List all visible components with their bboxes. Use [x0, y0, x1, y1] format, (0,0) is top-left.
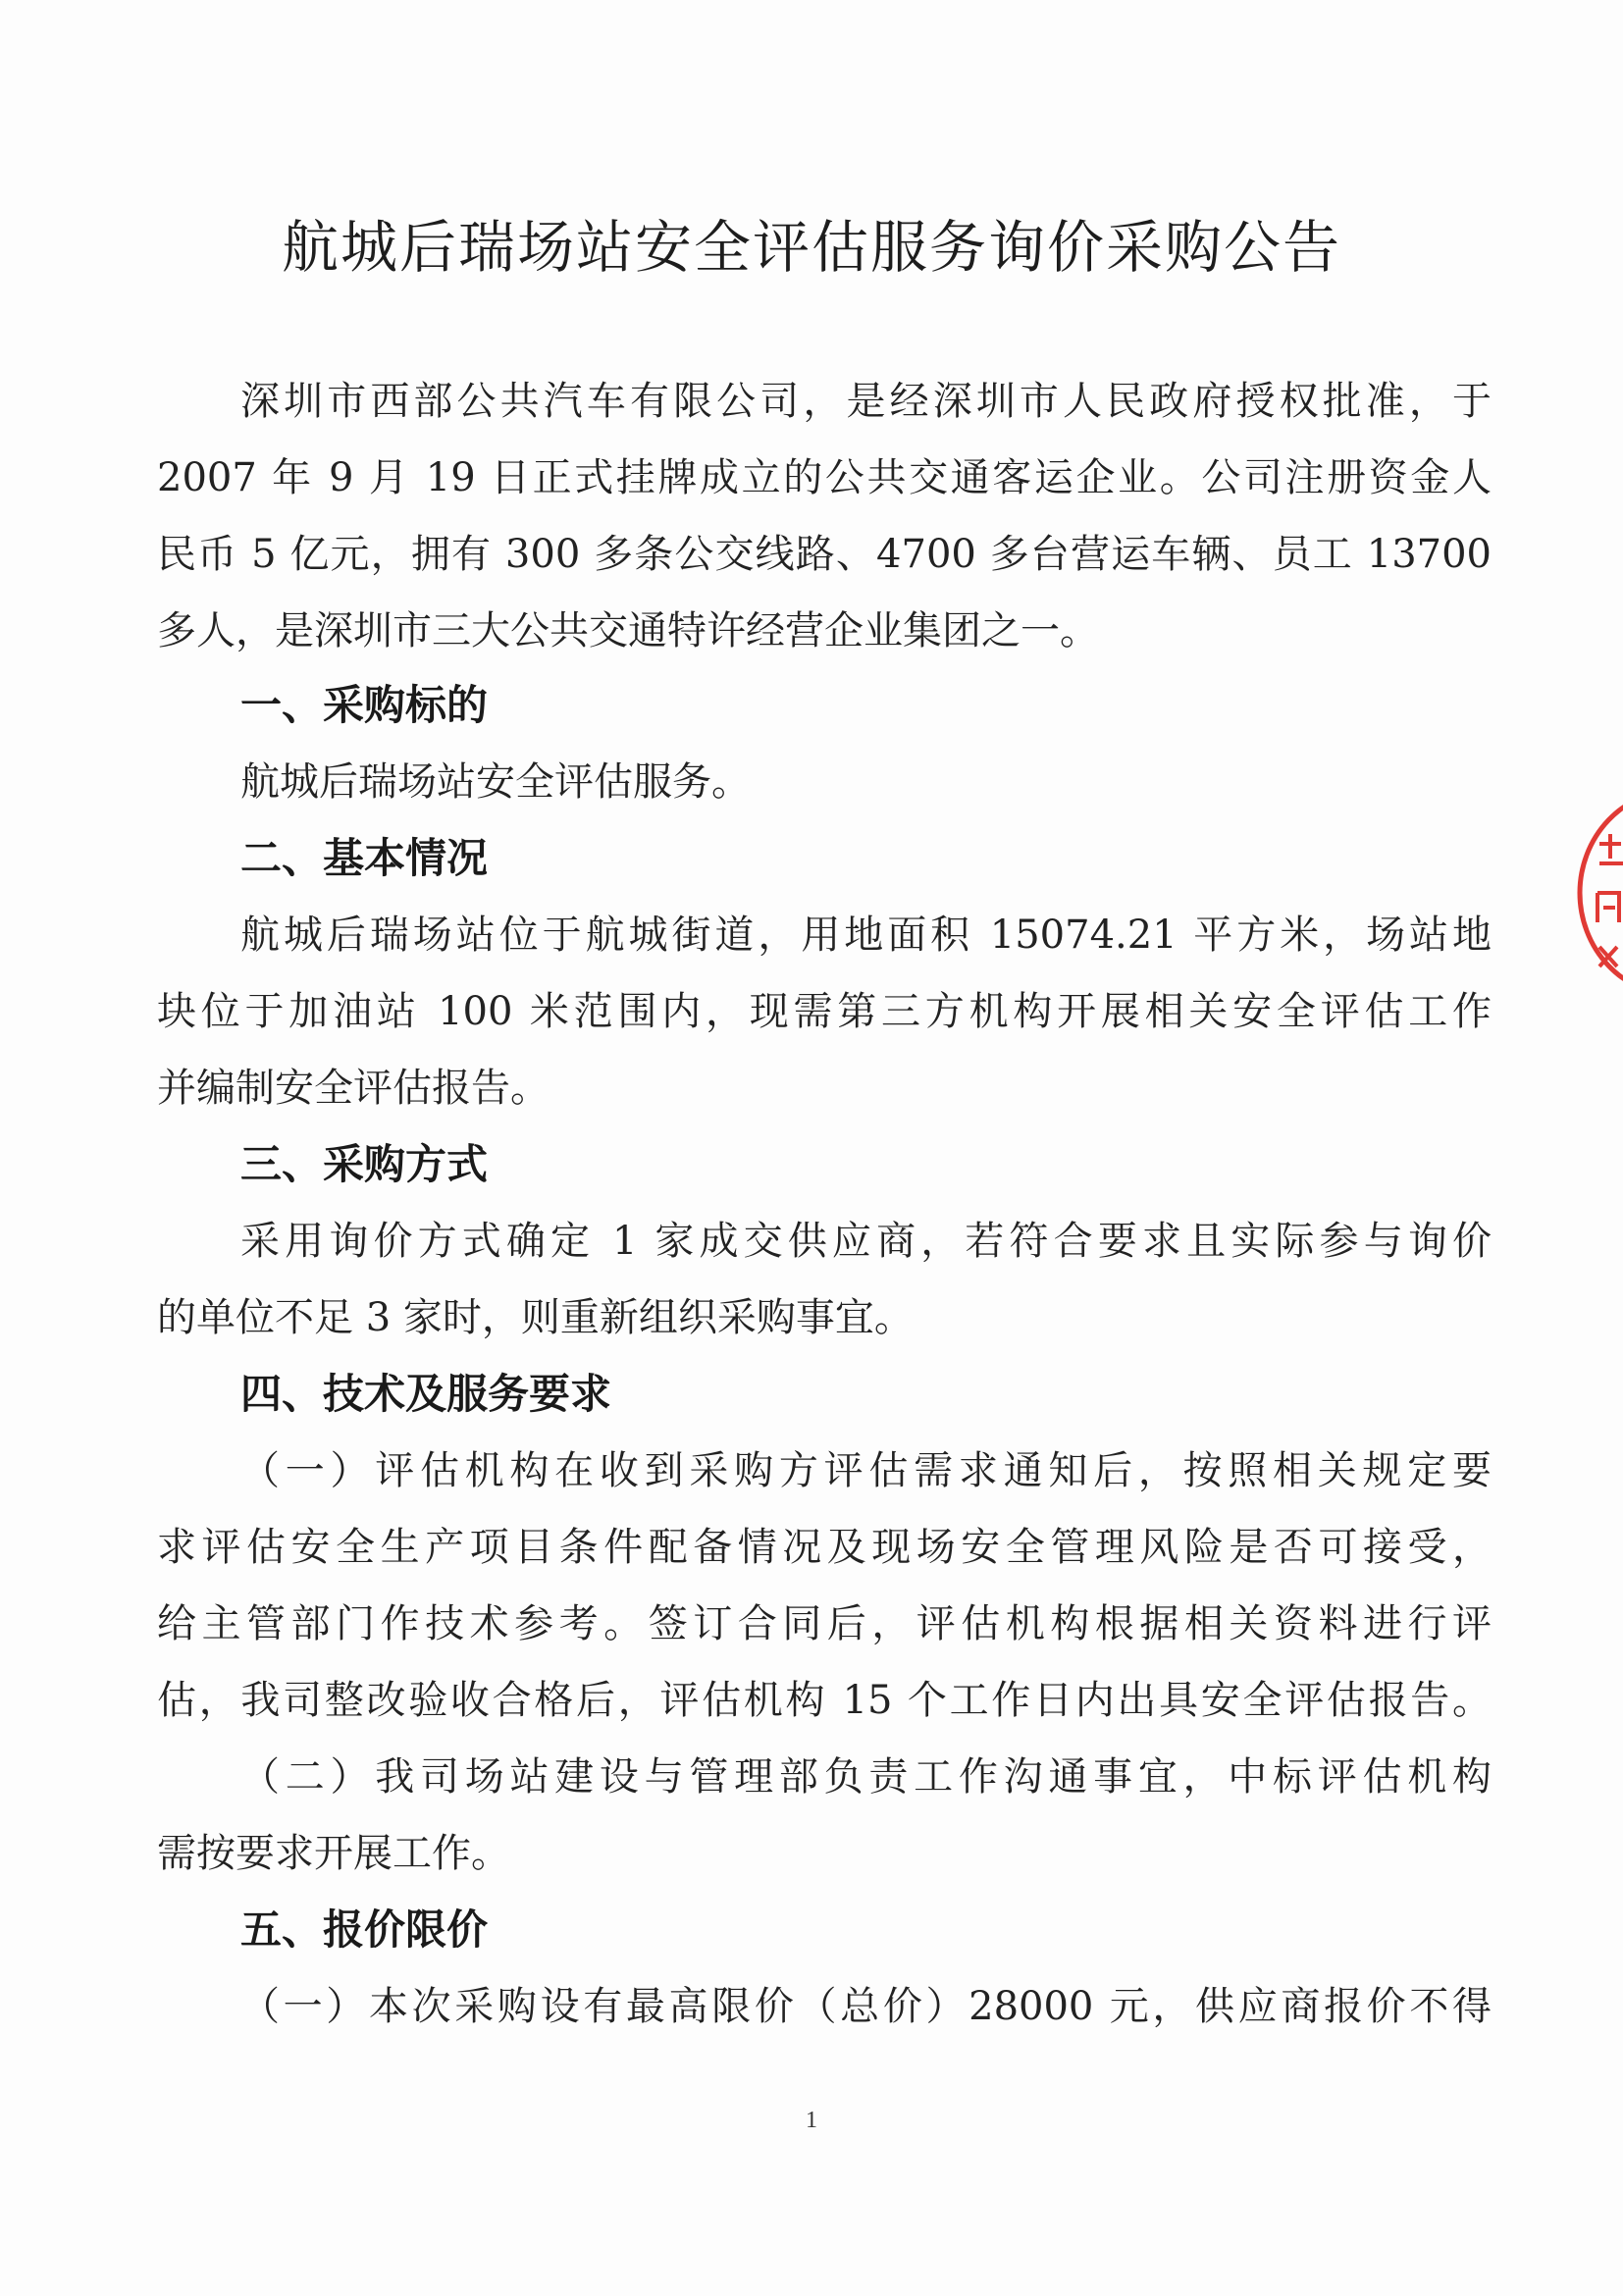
intro-line-2: 2007 年 9 月 19 日正式挂牌成立的公共交通客运企业。公司注册资金人: [157, 455, 1492, 500]
section-3-heading: 三、采购方式: [240, 1140, 489, 1188]
section-1-line-1: 航城后瑞场站安全评估服务。: [240, 759, 751, 805]
section-4-line-1: （一）评估机构在收到采购方评估需求通知后，按照相关规定要: [240, 1448, 1492, 1493]
section-2-line-3: 并编制安全评估报告。: [157, 1066, 550, 1111]
section-3-line-2: 的单位不足 3 家时，则重新组织采购事宜。: [157, 1295, 914, 1340]
section-2-heading: 二、基本情况: [240, 834, 489, 882]
intro-line-4: 多人，是深圳市三大公共交通特许经营企业集团之一。: [157, 608, 1099, 653]
document-title: 航城后瑞场站安全评估服务询价采购公告: [281, 214, 1341, 281]
section-2-line-1: 航城后瑞场站位于航城街道，用地面积 15074.21 平方米，场站地: [240, 913, 1492, 958]
section-2-line-2: 块位于加油站 100 米范围内，现需第三方机构开展相关安全评估工作: [157, 989, 1492, 1034]
section-4-line-3: 给主管部门作技术参考。签订合同后，评估机构根据相关资料进行评: [157, 1601, 1492, 1646]
seal-stamp-icon: [1570, 785, 1623, 1001]
section-4-heading: 四、技术及服务要求: [240, 1370, 612, 1418]
section-4-line-5: （二）我司场站建设与管理部负责工作沟通事宜，中标评估机构: [240, 1754, 1492, 1800]
section-3-line-1: 采用询价方式确定 1 家成交供应商，若符合要求且实际参与询价: [240, 1219, 1492, 1264]
section-1-heading: 一、采购标的: [240, 681, 489, 729]
section-4-line-2: 求评估安全生产项目条件配备情况及现场安全管理风险是否可接受，: [157, 1525, 1492, 1570]
intro-line-3: 民币 5 亿元，拥有 300 多条公交线路、4700 多台营运车辆、员工 13700: [157, 532, 1492, 577]
page-number: 1: [806, 2108, 817, 2133]
intro-line-1: 深圳市西部公共汽车有限公司，是经深圳市人民政府授权批准，于: [240, 379, 1492, 424]
section-4-line-4: 估，我司整改验收合格后，评估机构 15 个工作日内出具安全评估报告。: [157, 1678, 1492, 1723]
section-4-line-6: 需按要求开展工作。: [157, 1831, 510, 1876]
section-5-heading: 五、报价限价: [240, 1905, 489, 1954]
section-5-line-1: （一）本次采购设有最高限价（总价）28000 元，供应商报价不得: [240, 1984, 1492, 2029]
